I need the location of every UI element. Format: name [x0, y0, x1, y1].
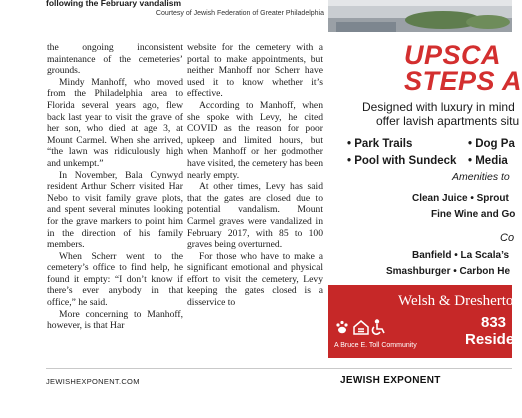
- caption-line: following the February vandalism: [46, 0, 182, 8]
- article-column-1: [47, 42, 183, 332]
- ad-feature: • Dog Pa: [468, 138, 515, 150]
- pet-friendly-icon: [336, 321, 347, 333]
- article-paragraph: website for the cemetery with a portal to make appointments, but neither Manhoff nor Scherr have used it to know whether it’s effective.: [187, 42, 323, 100]
- equal-housing-icon: [354, 321, 368, 334]
- photo-credit: Courtesy of Jewish Federation of Greater Philadelphia: [155, 10, 324, 17]
- ad-amenities-label: Amenities to: [452, 171, 510, 183]
- article-paragraph: Mindy Manhoff, who moved from the Philadelphia area to Florida several years ago, flew back last year to visit the grave of her son, who died at age 3, at Mount Carmel. When she arrived, “the lawn was ridiculously high and unkempt.”: [47, 76, 183, 169]
- ad-shops: Clean Juice • Sprout: [412, 193, 509, 204]
- article-paragraph: At other times, Levy has said that the gates are closed due to potential vandalism. Mount Carmel graves were vandalized in February 2017, with 85 to 100 graves being overturned.: [187, 181, 323, 251]
- ad-community-credit: A Bruce E. Toll Community: [334, 342, 417, 349]
- ad-residences: Reside: [465, 331, 515, 348]
- article-paragraph: For those who have to make a significant emotional and physical effort to visit the cemetery, Levy keeping the gates closed is a disservice to: [187, 250, 323, 309]
- ad-headline: UPSCA: [404, 40, 502, 70]
- article-paragraph: the ongoing inconsistent maintenance of the cemeteries’ grounds.: [47, 42, 183, 77]
- wheelchair-icon: [372, 320, 384, 334]
- article-column-2: [187, 42, 323, 309]
- photo-caption: [46, 0, 324, 22]
- ad-brand: Welsh & Dresherto: [398, 293, 514, 309]
- article-paragraph: More concerning to Manhoff, however, is that Har: [47, 308, 183, 332]
- article-paragraph: According to Manhoff, when she spoke with Levy, he cited COVID as the reason for poor upkeep and limited hours, but when Manhoff or her godmother have visited, the cemetery has been nearly empty.: [187, 99, 323, 181]
- ad-tagline: Designed with luxury in mind: [362, 100, 515, 114]
- ad-headline: STEPS A: [404, 66, 522, 96]
- ad-feature: • Media: [468, 155, 508, 167]
- ad-tagline: offer lavish apartments situ: [376, 114, 520, 128]
- footer-publication: JEWISH EXPONENT: [340, 375, 441, 386]
- footer-divider: [46, 368, 512, 369]
- ad-shops: Fine Wine and Go: [431, 209, 516, 220]
- ad-contact-banner: [328, 285, 515, 358]
- article-paragraph: In November, Bala Cynwyd resident Arthur Scherr visited Har Nebo to visit family grave plots, and spent several minutes looking for the grave markers to point him in the direction of his family members.: [47, 169, 183, 251]
- ad-coming-label: Co: [500, 232, 515, 244]
- ad-feature: • Park Trails: [347, 138, 413, 150]
- ad-accessibility-icons: [334, 319, 394, 335]
- ad-shops: Banfield • La Scala’s: [412, 250, 510, 261]
- article-paragraph: When Scherr went to the cemetery’s office to find help, he found it empty: “I don’t know if there’s ever anybody in that office,” he said.: [47, 250, 183, 309]
- ad-feature: • Pool with Sundeck: [347, 155, 457, 167]
- ad-shops: Smashburger • Carbon He: [386, 266, 511, 277]
- apartment-advertisement: [328, 0, 522, 358]
- ad-phone: 833: [481, 314, 507, 331]
- footer-website: JEWISHEXPONENT.COM: [46, 377, 140, 386]
- ad-photo-image: [328, 0, 512, 32]
